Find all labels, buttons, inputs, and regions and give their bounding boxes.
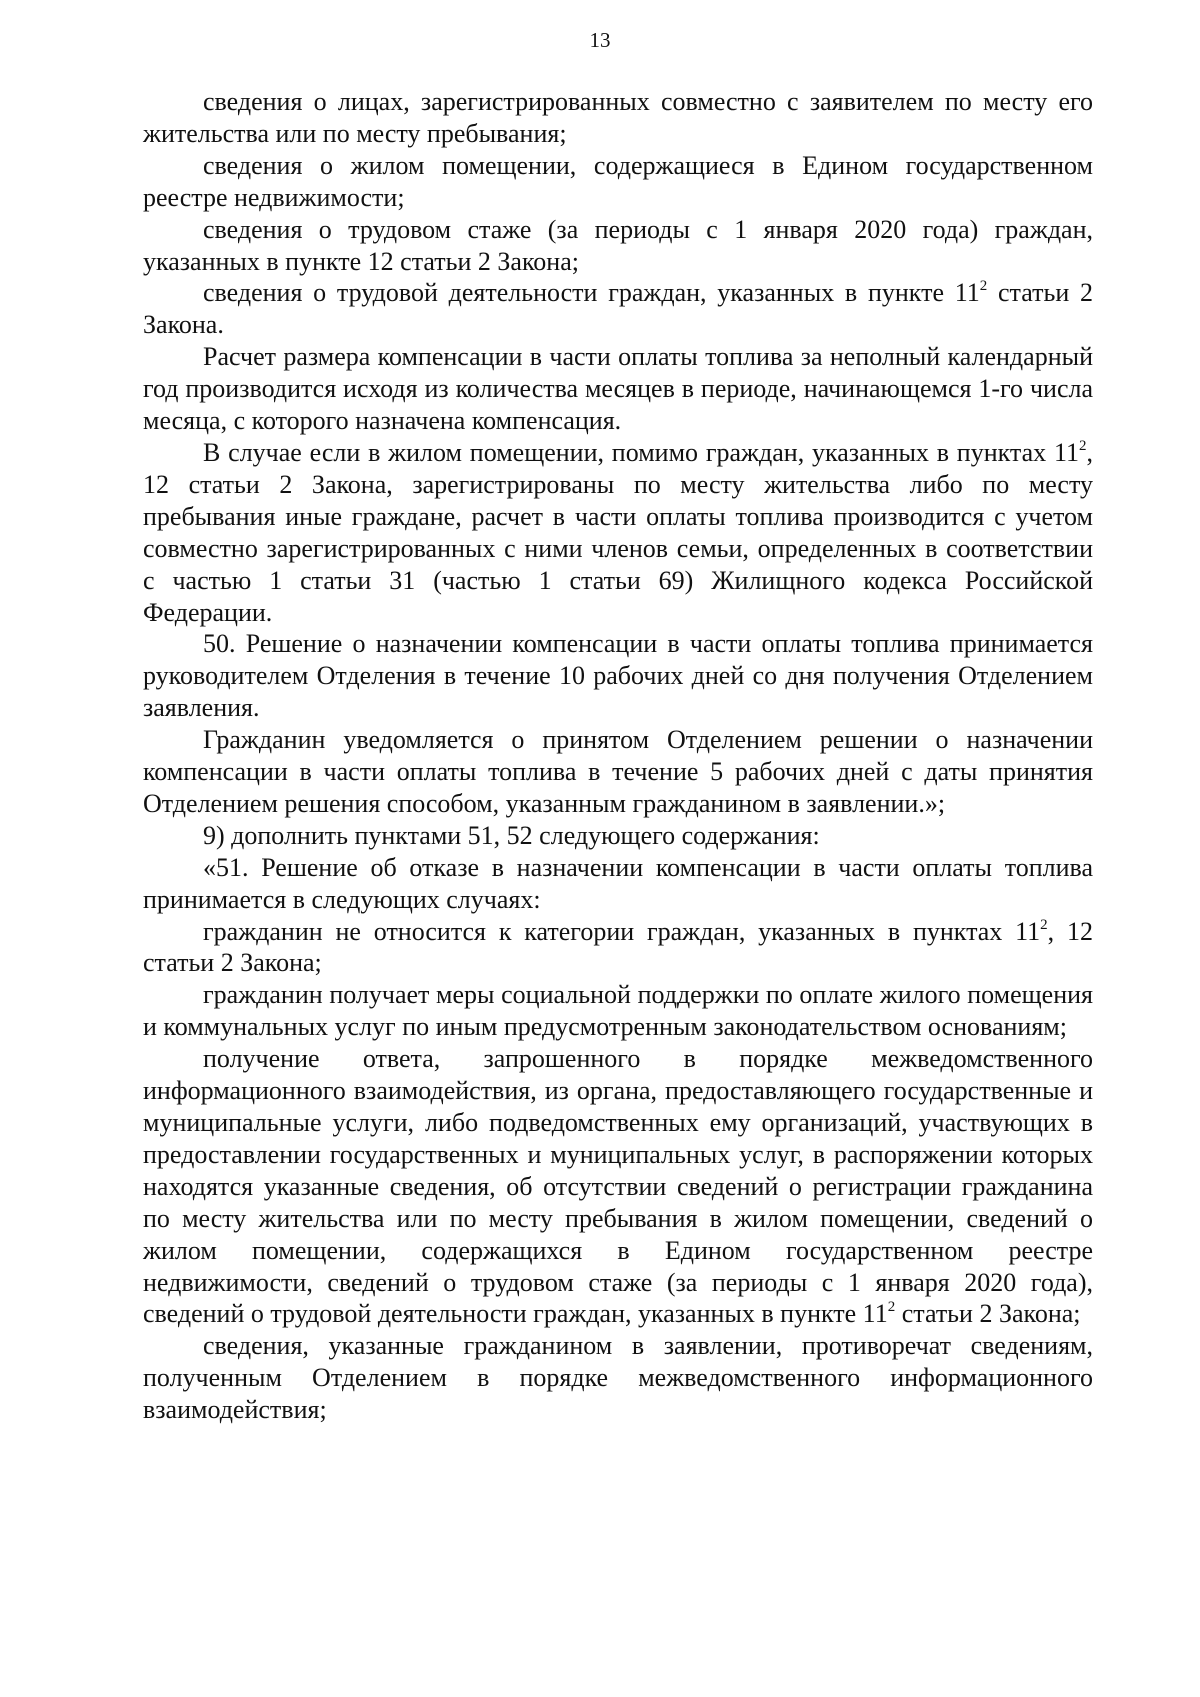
paragraph-other-support: гражданин получает меры социальной поддержки по оплате жилого помещения и коммунальных услуг по иным предусмотренным законодательством основаниям;: [143, 980, 1093, 1042]
paragraph-registered-persons: сведения о лицах, зарегистрированных совместно с заявителем по месту его жительства или по месту пребывания;: [143, 87, 1093, 148]
paragraph-notification: Гражданин уведомляется о принятом Отделением решении о назначении компенсации в части оплаты топлива в течение 5 рабочих дней с даты принятия Отделением решения способом, указанным гражданином в заявлении.»;: [143, 725, 1093, 818]
paragraph-other-residents: В случае если в жилом помещении, помимо граждан, указанных в пунктах $11^2$, 12 статьи 2 Закона, зарегистрированы по месту жительства либо по месту пребывания иные граждане, расчет в части оплаты топлива производится с учетом совместно зарегистрированных с ними членов семьи, определенных в соответствии с частью 1 статьи 31 (частью 1 статьи 69) Жилищного кодекса Российской Федерации.: [143, 437, 1093, 627]
superscript: 2: [1040, 916, 1048, 933]
paragraph-interagency-response: получение ответа, запрошенного в порядке межведомственного информационного взаимодействия, из органа, предоставляющего государственные и муниципальные услуги, либо подведомственных ему организаций, участвующих в предоставлении государственных и муниципальных услуг, в распоряжении которых находятся указанные сведения, об отсутствии сведений о регистрации гражданина по месту жительства или по месту пребывания в жилом помещении, сведений о жилом помещении, содержащихся в Едином государственном реестре недвижимости, сведений о трудовом стаже (за периоды с 1 января 2020 года), сведений о трудовой деятельности граждан, указанных в пункте $11^2$ статьи 2 Закона;: [143, 1044, 1093, 1329]
paragraph-labor-activity: сведения о трудовой деятельности граждан, указанных в пункте $11^2$ статьи 2 Закона.: [143, 278, 1093, 340]
paragraph-amendment-9: 9) дополнить пунктами 51, 52 следующего содержания:: [203, 820, 820, 850]
paragraph-item-51: «51. Решение об отказе в назначении компенсации в части оплаты топлива принимается в следующих случаях:: [143, 852, 1093, 914]
paragraph-not-in-category: гражданин не относится к категории граждан, указанных в пунктах $11^2$, 12 статьи 2 Закона;: [143, 916, 1093, 978]
superscript: 2: [979, 278, 988, 295]
paragraph-work-experience: сведения о трудовом стаже (за периоды с 1 января 2020 года) граждан, указанных в пункте 12 статьи 2 Закона;: [143, 214, 1093, 276]
page-number: 13: [589, 28, 611, 52]
paragraph-compensation-calculation: Расчет размера компенсации в части оплаты топлива за неполный календарный год производится исходя из количества месяцев в периоде, начинающемся 1-го числа месяца, с которого назначена компенсация.: [143, 342, 1093, 436]
paragraph-housing-info: сведения о жилом помещении, содержащиеся в Едином государственном реестре недвижимости;: [143, 150, 1093, 212]
paragraph-contradicting-info: сведения, указанные гражданином в заявлении, противоречат сведениям, полученным Отделением в порядке межведомственного информационного взаимодействия;: [143, 1331, 1093, 1425]
superscript: 2: [1079, 437, 1087, 454]
superscript: 2: [887, 1299, 896, 1316]
document-body: [143, 86, 1093, 1426]
paragraph-item-50: 50. Решение о назначении компенсации в части оплаты топлива принимается руководителем Отделения в течение 10 рабочих дней со дня получения Отделением заявления.: [143, 629, 1093, 723]
